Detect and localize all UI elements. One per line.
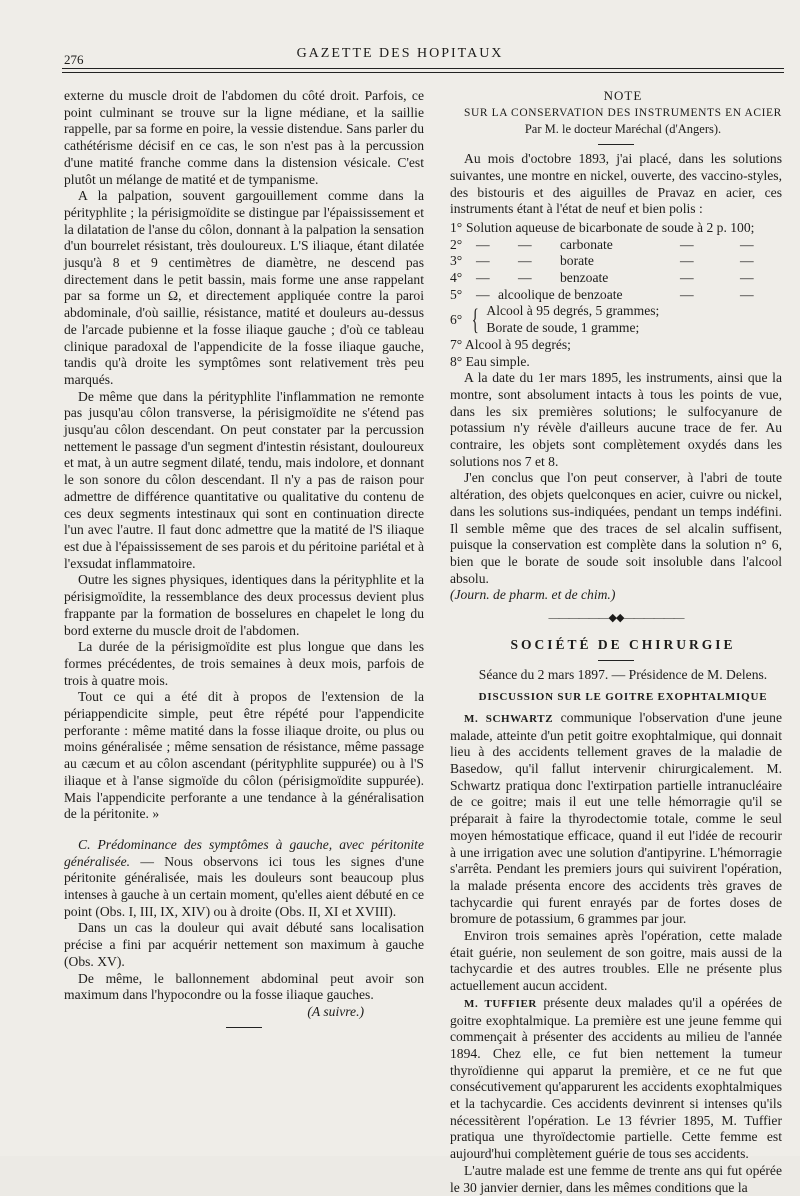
speaker-name: M. SCHWARTZ [464, 712, 554, 725]
note-paragraph: A la date du 1er mars 1895, les instruments, ainsi que la montre, sont absolument intacts à tous les points de vue, dans les six premières solutions; le sulfocyanure de potassium n'y révèle d'ailleurs aucune trace de fer. Au contraire, les objets sont complètement oxydés dans les solutions nos 7 et 8. [450, 370, 782, 469]
tuffier-paragraph: M. TUFFIER présente deux malades qu'il a opérées de goitre exophtalmique. La première est une jeune femme qui commençait à présenter des accidents au milieu de l'année 1894. Chez elle, ce fut bien nettement la tumeur thyroïdienne qui apparut la première, et ce ne fut que consécutivement qu'apparurent les accidents exophtalmiques et la tachycardie. Ces accidents devinrent si intenses qu'ils nécessitèrent l'opération. Le 13 février 1895, M. Tuffier pratiqua une thyroïdectomie partielle. Cette femme est aujourd'hui complètement guérie de tous ses accidents. [450, 994, 782, 1162]
paragraph: A la palpation, souvent gargouillement comme dans la pérityphlite ; la périsigmoïdite se distingue par l'épaississement et la dilatation de l'anse du côlon, donnant à la palpation la sensation d'un bourrelet résistant, très douloureux. L'S iliaque, étant dilatée jusqu'à 8 et 9 centimètres de diamètre, ne descend pas directement dans le petit bassin, mais forme une anse rappelant par sa forme un Ω, et directement appliquée contre la paroi abdominale, d'où saillie, résistance, matité et douleurs au-dessus de l'arcade pubienne et la fosse iliaque gauche ; d'où ce tableau clinique paradoxal de l'appendicite de la fosse iliaque gauche, tandis qu'à droite les symptômes sont relativement très peu marqués. [64, 188, 424, 387]
section-c-paragraph [64, 837, 424, 921]
paragraph: externe du muscle droit de l'abdomen du côté droit. Parfois, ce point culminant se trouve sur la ligne médiane, et la saillie rappelle, par sa forme en poire, la vessie distendue. Sans parler du cathétérisme décisif en ce cas, le son n'est pas à la percussion d'une matité franche comme dans la distension vésicale. C'est plutôt un mélange de matité et de tympanisme. [64, 88, 424, 187]
schwartz-paragraph: M. SCHWARTZ communique l'observation d'une jeune malade, atteinte d'un petit goitre exophtalmique, qui donnait lieu à des accidents tellement graves de la maladie de Basedow, qu'il fallut intervenir chirurgicalement. M. Schwartz pratiqua donc l'extirpation partielle intranucléaire de ce goitre; mais il eut une telle hémorragie qu'il se préparait à faire la thyrodectomie totale, comme le seul moyen hémostatique efficace, quand il eut l'idée de recourir à une irrigation avec une solution d'antipyrine. L'hémorragie s'arrêta. Pendant les premiers jours qui suivirent l'opération, la malade présenta encore des accidents très graves de tachycardie qui furent enrayés par de fortes doses de bromure de potassium, 6 grammes par jour. [450, 709, 782, 927]
note-author: Par M. le docteur Maréchal (d'Angers). [524, 122, 722, 137]
note-source: (Journ. de pharm. et de chim.) [450, 587, 616, 603]
paragraph: Environ trois semaines après l'opération, cette malade était guérie, non seulement de son goitre, mais aussi de la tachycardie et des autres troubles. Elle ne présente plus actuellement aucun accident. [450, 928, 782, 994]
right-column [450, 88, 782, 1196]
solution-item: 7° Alcool à 95 degrés; [450, 336, 571, 352]
session-line: Séance du 2 mars 1897. — Présidence de M. Delens. [478, 666, 768, 682]
end-rule [226, 1027, 262, 1028]
paragraph: La durée de la périsigmoïdite est plus longue que dans les formes précédentes, de trois semaines à deux mois, parfois de trois à quatre mois. [64, 639, 424, 688]
spacer [64, 823, 424, 837]
solution-item: 4° — — benzoate — — [450, 270, 754, 286]
note-intro: Au mois d'octobre 1893, j'ai placé, dans les solutions suivantes, une montre en nickel, ouverte, des vaccino-styles, des bistouris et des aiguilles de Pravaz en acier, ces instruments étant à l'état de neuf et bien polis : [450, 151, 782, 217]
running-title: GAZETTE DES HOPITAUX [296, 46, 504, 61]
page-number: 276 [64, 52, 84, 67]
header-rule-thin [62, 72, 784, 73]
note-subtitle: SUR LA CONSERVATION DES INSTRUMENTS EN ACIER [464, 106, 782, 119]
society-title: SOCIÉTÉ DE CHIRURGIE [510, 636, 736, 652]
section-c-title: C. Prédominance des symptômes à gauche, avec péritonite généralisée. [64, 836, 424, 869]
paragraph: Dans un cas la douleur qui avait débuté sans localisation précise a fini par acquérir nettement son maximum à gauche (Obs. XV). [64, 920, 424, 969]
solution-item-6: 6° { Alcool à 95 degrés, 5 grammes; Borate de soude, 1 gramme; [450, 303, 660, 337]
solution-item: 5° — alcoolique de benzoate — — [450, 286, 754, 302]
left-column [64, 88, 424, 1034]
ornament-divider: ——————◆◆—————— [548, 612, 684, 625]
paragraph: Outre les signes physiques, identiques dans la pérityphlite et la périsigmoïdite, la ressemblance des deux processus devient plus frappante par la formation de bosselures en chapelet le long du bord externe du muscle droit de l'abdomen. [64, 572, 424, 638]
discussion-title: DISCUSSION SUR LE GOITRE EXOPHTALMIQUE [478, 691, 768, 704]
paragraph: Tout ce qui a été dit à propos de l'extension de la périappendicite simple, peut être répété pour l'appendicite perforante : même matité dans la fosse iliaque droite, ou plus ou moins généralisée ; même sensation de résistance, même passage au cæcum et au côlon ascendant (pérityphlite suppurée) ou à l'S iliaque et à l'anse sigmoïde du côlon (périsigmoïdite suppurée). Mais l'appendicite perforante a une tendance à la généralisation de la péritonite. » [64, 689, 424, 822]
section-c-text: — Nous observons ici tous les signes d'une péritonite généralisée, mais les douleurs sont beaucoup plus intenses à gauche à un certain moment, qu'elles aient débuté en ce point (Obs. I, III, IX, XIV) ou à droite (Obs. II, XI et XVIII). [64, 853, 424, 919]
paragraph: De même que dans la pérityphlite l'inflammation ne remonte pas jusqu'au côlon transverse, la périsigmoïdite ne s'étend pas jusqu'au côlon descendant. On peut constater par la percussion nettement le passage d'un segment d'intestin résistant, douloureux et mat, à un autre segment dilaté, tendu, mais indolore, et donnant le son sonore du côlon descendant. Il n'y a pas de raison pour admettre de différence quantitative ou qualitative du contenu de ces deux segments intestinaux qui sont en continuation directe l'un avec l'autre. Il faut donc admettre que la matité de l'S iliaque est due à l'épaississement de ses parois et du péritoine pariétal et à l'exsudat inflammatoire. [64, 388, 424, 571]
note-rule [598, 144, 634, 145]
note-paragraph: J'en conclus que l'on peut conserver, à l'abri de toute altération, des objets quelconques en acier, cuivre ou nickel, dans les solutions sus-indiquées, pendant un temps indéfini. Il semble même que des traces de sel alcalin suffisent, puisque la conservation est complète dans la solution n° 6, bien que le borate de soude soit insoluble dans l'alcool absolu. [450, 470, 782, 586]
header-rule-thick [62, 68, 784, 69]
brace-glyph: { [471, 303, 479, 337]
solutions-list [450, 220, 782, 370]
solution-item: 8° Eau simple. [450, 353, 530, 369]
speaker-name: M. TUFFIER [464, 997, 537, 1010]
society-rule [598, 660, 634, 661]
solution-item: 3° — — borate — — [450, 253, 754, 269]
note-title: NOTE [603, 88, 643, 103]
paragraph: De même, le ballonnement abdominal peut avoir son maximum dans l'hypocondre ou la fosse iliaque gauches. [64, 970, 424, 1003]
continuation-note: (A suivre.) [307, 1003, 364, 1019]
solution-item: 2° — — carbonate — — [450, 236, 754, 252]
paragraph: L'autre malade est une femme de trente ans qui fut opérée le 30 janvier dernier, dans les mêmes conditions que la [450, 1162, 782, 1195]
solution-item: 1° Solution aqueuse de bicarbonate de soude à 2 p. 100; [450, 219, 755, 235]
